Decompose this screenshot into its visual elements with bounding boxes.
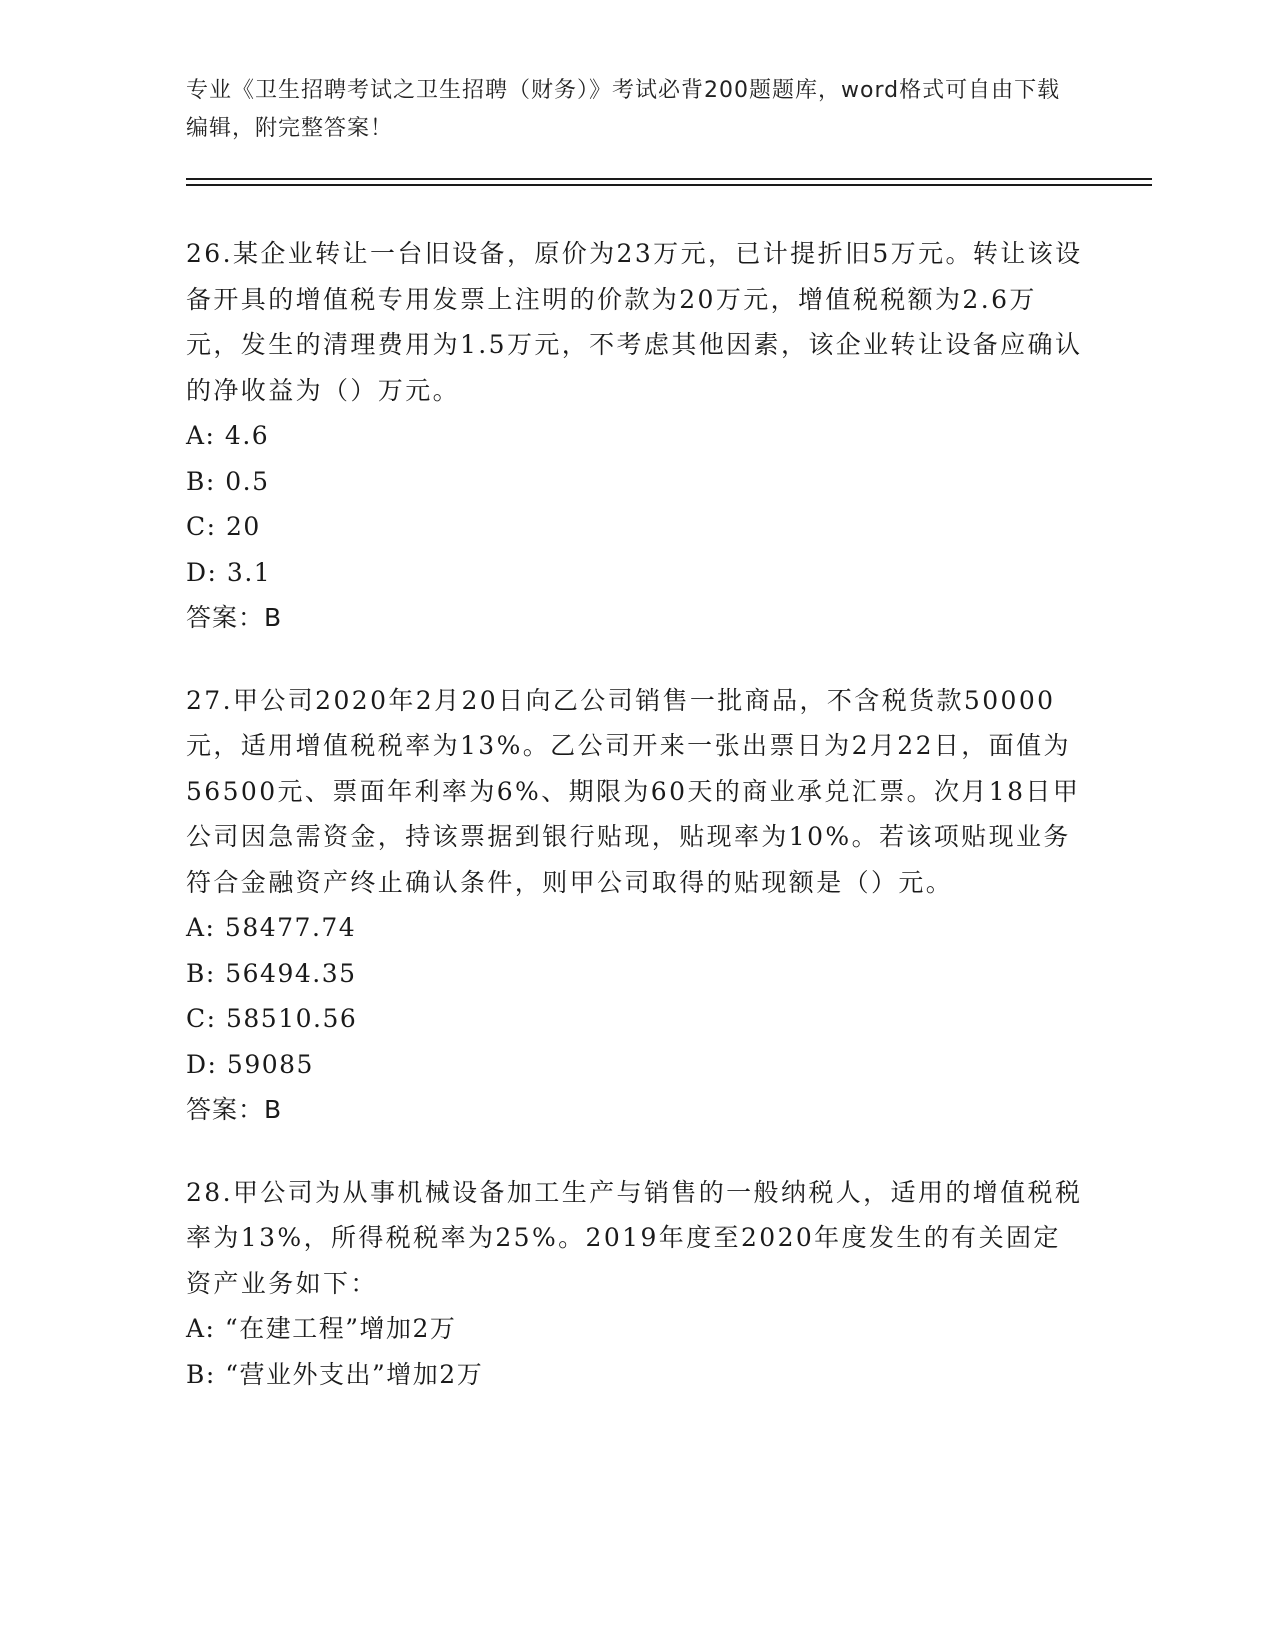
question-stem: 27.甲公司2020年2月20日向乙公司销售一批商品，不含税货款50000元，适用增值税税率为13%。乙公司开来一张出票日为2月22日，面值为56500元、票面年利率为6%、期限为60天的商业承兑汇票。次月18日甲公司因急需资金，持该票据到银行贴现，贴现率为10%。若该项贴现业务符合金融资产终止确认条件，则甲公司取得的贴现额是（）元。 [186,685,1081,897]
header-text: 专业《卫生招聘考试之卫生招聘（财务）》考试必背200题题库，word格式可自由下载编辑，附完整答案！ [186,78,1061,141]
question-stem: 28.甲公司为从事机械设备加工生产与销售的一般纳税人，适用的增值税税率为13%，所得税税率为25%。2019年度至2020年度发生的有关固定资产业务如下： [186,1177,1083,1298]
option-b: B: 0.5 [186,466,270,496]
question-list [186,231,1086,1434]
option-d: D: 59085 [186,1049,314,1079]
answer-line: 答案：B [186,1095,283,1124]
option-c: C: 20 [186,512,261,541]
option-a: A: “在建工程”增加2万 [186,1314,457,1343]
option-a: A: 4.6 [186,421,270,450]
document-header [186,72,1076,148]
question-26 [186,231,1086,641]
question-stem: 26.某企业转让一台旧设备，原价为23万元，已计提折旧5万元。转让该设备开具的增值税专用发票上注明的价款为20万元，增值税税额为2.6万元，发生的清理费用为1.5万元，不考虑其他因素，该企业转让设备应确认的净收益为（）万元。 [186,239,1083,405]
header-divider-top [186,178,1152,180]
option-a: A: 58477.74 [186,913,357,942]
header-divider-bottom [186,184,1152,186]
answer-line: 答案：B [186,603,283,632]
option-c: C: 58510.56 [186,1004,358,1033]
option-d: D: 3.1 [186,557,272,587]
option-b: B: “营业外支出”增加2万 [186,1359,484,1389]
question-28 [186,1170,1086,1398]
option-b: B: 56494.35 [186,958,357,988]
question-27 [186,678,1086,1133]
